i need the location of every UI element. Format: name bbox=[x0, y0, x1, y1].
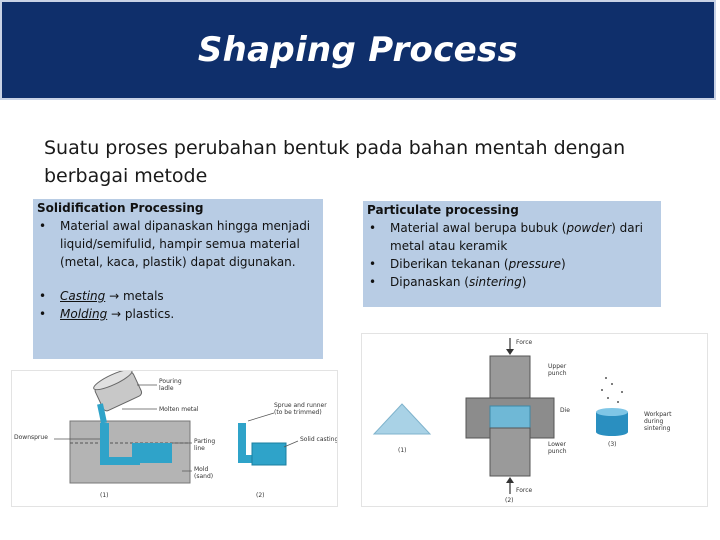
molding-term: Molding bbox=[60, 307, 108, 321]
solidification-list bbox=[33, 217, 323, 271]
upper-punch-label: punch bbox=[548, 370, 567, 377]
casting-diagram bbox=[12, 371, 337, 506]
particulate-list bbox=[363, 219, 661, 291]
parting-line-label: line bbox=[194, 445, 205, 452]
workpart-label: during bbox=[644, 418, 664, 425]
item-text: ) bbox=[521, 275, 527, 289]
sprue-runner-label: Sprue and runner bbox=[274, 402, 327, 409]
list-item bbox=[363, 255, 661, 273]
slide-title: Shaping Process bbox=[197, 30, 519, 70]
lower-punch-label: punch bbox=[548, 448, 567, 455]
solidification-description: Material awal dipanaskan hingga menjadi liquid/semifulid, hampir semua material (metal, kaca, plastik) dapat digunakan. bbox=[60, 219, 311, 269]
molding-result: plastics. bbox=[121, 307, 175, 321]
casting-term: Casting bbox=[60, 289, 106, 303]
particulate-box bbox=[363, 201, 661, 307]
solid-casting-shape bbox=[252, 443, 286, 465]
molten-metal-label: Molten metal bbox=[159, 406, 199, 413]
casting-illustration bbox=[11, 370, 338, 507]
particulate-heading: Particulate processing bbox=[367, 203, 519, 217]
solid-casting-label: Solid casting bbox=[300, 436, 337, 443]
compacted-powder-shape bbox=[490, 406, 530, 428]
parting-line-label: Parting bbox=[194, 438, 216, 445]
downsprue-label: Downsprue bbox=[14, 434, 48, 441]
powder-illustration bbox=[361, 333, 708, 507]
item-emphasis: powder bbox=[566, 221, 612, 235]
list-item bbox=[363, 219, 661, 255]
die-label: Die bbox=[560, 407, 570, 414]
solidification-heading: Solidification Processing bbox=[37, 201, 204, 215]
step-label: (2) bbox=[505, 497, 514, 504]
workpart-label: sintering bbox=[644, 425, 671, 432]
item-emphasis: sintering bbox=[468, 275, 522, 289]
item-text: ) bbox=[560, 257, 566, 271]
heat-dots-icon bbox=[601, 377, 623, 403]
pouring-ladle-label: ladle bbox=[159, 385, 174, 392]
powder-diagram bbox=[362, 334, 707, 506]
upper-punch-label: Upper bbox=[548, 363, 567, 370]
solidification-box bbox=[33, 199, 323, 359]
step-label: (1) bbox=[398, 447, 407, 454]
step-label: (3) bbox=[608, 441, 617, 448]
workpart-label: Workpart bbox=[644, 411, 672, 418]
powder-pile-shape bbox=[374, 404, 430, 434]
item-text: Material awal berupa bubuk ( bbox=[390, 221, 567, 235]
item-text: Dipanaskan ( bbox=[390, 275, 469, 289]
pouring-ladle-label: Pouring bbox=[159, 378, 182, 385]
arrow-icon: → bbox=[109, 289, 120, 303]
item-text: ) dari metal atau keramik bbox=[390, 221, 643, 253]
mold-cavity bbox=[132, 443, 172, 463]
item-emphasis: pressure bbox=[508, 257, 561, 271]
list-item bbox=[33, 217, 323, 271]
list-item bbox=[363, 273, 661, 291]
casting-result: metals bbox=[119, 289, 164, 303]
mold-label: (sand) bbox=[194, 473, 214, 480]
lower-punch-label: Lower bbox=[548, 441, 566, 448]
lower-punch-shape bbox=[490, 428, 530, 476]
slide-subtitle: Suatu proses perubahan bentuk pada bahan mentah dengan berbagai metode bbox=[44, 137, 626, 187]
list-item bbox=[33, 287, 323, 305]
item-text: Diberikan tekanan ( bbox=[390, 257, 509, 271]
solidification-methods-list bbox=[33, 287, 323, 323]
sprue-runner-label: (to be trimmed) bbox=[274, 409, 322, 416]
title-bar bbox=[0, 0, 716, 100]
pour-stream bbox=[100, 404, 104, 423]
step-label: (2) bbox=[256, 492, 265, 499]
arrow-icon: → bbox=[111, 307, 122, 321]
step-label: (1) bbox=[100, 492, 109, 499]
list-item bbox=[33, 305, 323, 323]
force-label: Force bbox=[516, 339, 533, 346]
force-label: Force bbox=[516, 487, 533, 494]
mold-label: Mold bbox=[194, 466, 209, 473]
